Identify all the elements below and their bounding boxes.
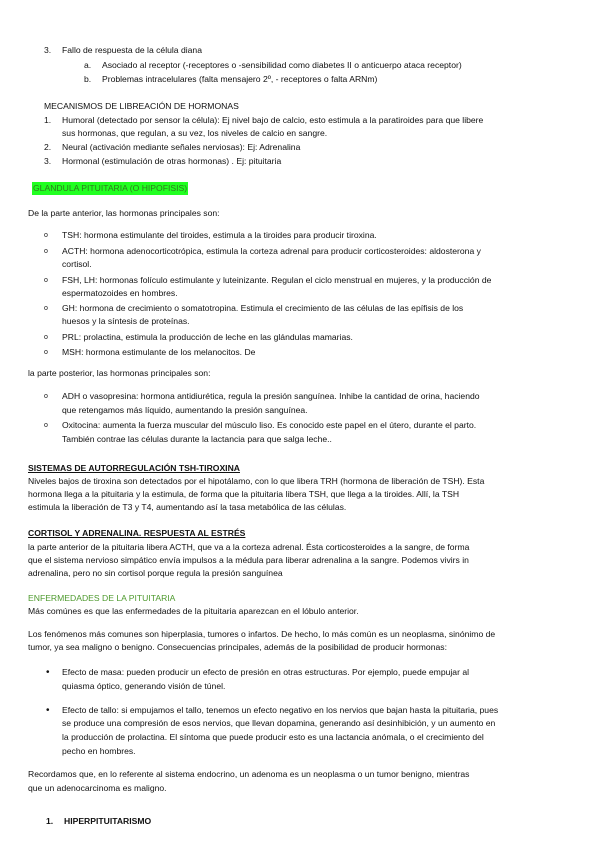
enfermedades-intro: Más comúnes es que las enfermedades de la pituitaria aparezcan en el lóbulo anterior. — [28, 606, 359, 616]
sistemas-line: hormona llega a la pituitaria y la estimula, de forma que la pituitaria libera TSH, que llega a la tiroides. Allí, la TSH — [28, 489, 460, 499]
list-number: 3. — [44, 156, 52, 166]
cortisol-line: que el sistema nervioso simpático envía impulsos a la médula para liberar adrenalina a la sangre. Podemos vivirs in — [28, 555, 469, 565]
cortisol-line: adrenalina, pero no sin cortisol porque regula la presión sanguínea — [28, 568, 283, 578]
efecto-tallo-cont: se produce una compresión de esos nervios, que llevan dopamina, generando así desinhibición, y un aumento en — [62, 718, 496, 728]
sistemas-line: estimula la liberación de T3 y T4, aumentando así la tasa metabólica de las células. — [28, 502, 347, 512]
hormona-oxitocina: Oxitocina: aumenta la fuerza muscular del músculo liso. Es conocido este papel en el útero, durante el parto. — [62, 420, 477, 430]
hormona-adh: ADH o vasopresina: hormona antidiurética, regula la presión sanguínea. Inhibe la cantidad de orina, haciendo — [62, 391, 480, 401]
mecanismo-humoral-cont: sus hormonas, que regulan, a su vez, los niveles de calcio en sangre. — [62, 128, 328, 138]
efecto-tallo-cont: pecho en hombres. — [62, 746, 136, 756]
hormona-fsh-lh-cont: espermatozoides en hombres. — [62, 288, 178, 298]
section-heading-sistemas: SISTEMAS DE AUTORREGULACIÓN TSH-TIROXINA — [28, 463, 240, 473]
bullet-marker: o — [44, 232, 48, 239]
hormona-gh: GH: hormona de crecimiento o somatotropina. Estimula el crecimiento de las células de las epífisis de los — [62, 303, 464, 313]
efecto-masa-cont: quiasma óptico, generando visión de túnel. — [62, 681, 226, 691]
bullet-marker: • — [46, 667, 50, 678]
hormona-adh-cont: que retengamos más líquido, aumentando la presión sanguínea. — [62, 405, 308, 415]
posterior-intro: la parte posterior, las hormonas principales son: — [28, 368, 211, 378]
section-heading-glandula: GLANDULA PITUITARIA (O HIPOFISIS) — [33, 183, 188, 193]
enfermedades-para-line: tumor, ya sea maligno o benigno. Consecuencias principales, además de la posibilidad de producir hormonas: — [28, 642, 447, 652]
section-heading-hiperpituitarismo: HIPERPITUITARISMO — [64, 816, 152, 826]
efecto-masa: Efecto de masa: pueden producir un efecto de presión en otras estructuras. Por ejemplo, puede empujar al — [62, 667, 470, 677]
hormona-fsh-lh: FSH, LH: hormonas folículo estimulante y luteinizante. Regulan el ciclo menstrual en mujeres, y la producción de — [62, 275, 492, 285]
closing-line: Recordamos que, en lo referente al sistema endocrino, un adenoma es un neoplasma o un tumor benigno, mientras — [28, 769, 470, 779]
anterior-intro: De la parte anterior, las hormonas principales son: — [28, 208, 220, 218]
bullet-marker: o — [44, 393, 48, 400]
section-heading-enfermedades: ENFERMEDADES DE LA PITUITARIA — [28, 593, 176, 603]
sublist-item-a: Asociado al receptor (-receptores o -sensibilidad como diabetes II o anticuerpo ataca receptor) — [102, 60, 462, 70]
list-number: 1. — [44, 115, 52, 125]
hormona-acth: ACTH: hormona adenocorticotrópica, estimula la corteza adrenal para producir corticosteroides: aldosterona y — [62, 246, 481, 256]
list-number: 3. — [44, 45, 52, 55]
hormona-gh-cont: huesos y la síntesis de proteínas. — [62, 316, 190, 326]
sublist-label-b: b. — [84, 74, 92, 84]
section-heading-mecanismos: MECANISMOS DE LIBREACIÓN DE HORMONAS — [44, 101, 239, 111]
bullet-marker: o — [44, 305, 48, 312]
section-heading-cortisol: CORTISOL Y ADRENALINA. RESPUESTA AL ESTRÉS — [28, 528, 246, 538]
hormona-prl: PRL: prolactina, estimula la producción de leche en las glándulas mamarias. — [62, 332, 353, 342]
mecanismo-hormonal: Hormonal (estimulación de otras hormonas) . Ej: pituitaria — [62, 156, 282, 166]
efecto-tallo-cont: la producción de prolactina. El síntoma que puede producir esto es una lactancia anómala, o el crecimiento del — [62, 732, 484, 742]
bullet-marker: o — [44, 334, 48, 341]
cortisol-line: la parte anterior de la pituitaria libera ACTH, que va a la corteza adrenal. Ésta corticosteroides a la sangre, de forma — [28, 542, 470, 552]
sublist-item-b: Problemas intracelulares (falta mensajero 2º, - receptores o falta ARNm) — [102, 74, 378, 84]
closing-line: que un adenocarcinoma es maligno. — [28, 783, 167, 793]
efecto-tallo: Efecto de tallo: si empujamos el tallo, tenemos un efecto negativo en los nervios que bajan hasta la pituitaria, pues — [62, 705, 499, 715]
mecanismo-neural: Neural (activación mediante señales nerviosas): Ej: Adrenalina — [62, 142, 301, 152]
bullet-marker: o — [44, 277, 48, 284]
bullet-marker: o — [44, 248, 48, 255]
mecanismo-humoral: Humoral (detectado por sensor la célula): Ej nivel bajo de calcio, esto estimula a la paratiroides para que libere — [62, 115, 484, 125]
list-item-fallo: Fallo de respuesta de la célula diana — [62, 45, 202, 55]
hormona-oxitocina-cont: También contrae las células durante la lactancia para que salga leche.. — [62, 434, 332, 444]
hormona-tsh: TSH: hormona estimulante del tiroides, estimula a la tiroides para producir tiroxina. — [62, 230, 377, 240]
hormona-msh: MSH: hormona estimulante de los melanocitos. De — [62, 347, 256, 357]
sublist-label-a: a. — [84, 60, 92, 70]
bullet-marker: • — [46, 705, 50, 716]
list-number: 1. — [46, 816, 54, 826]
hormona-acth-cont: cortisol. — [62, 259, 92, 269]
enfermedades-para-line: Los fenómenos más comunes son hiperplasia, tumores o infartos. De hecho, lo más común es un neoplasma, sinónimo de — [28, 629, 496, 639]
bullet-marker: o — [44, 349, 48, 356]
bullet-marker: o — [44, 422, 48, 429]
list-number: 2. — [44, 142, 52, 152]
sistemas-line: Niveles bajos de tiroxina son detectados por el hipotálamo, con lo que libera TRH (hormona de liberación de TSH). Esta — [28, 476, 485, 486]
